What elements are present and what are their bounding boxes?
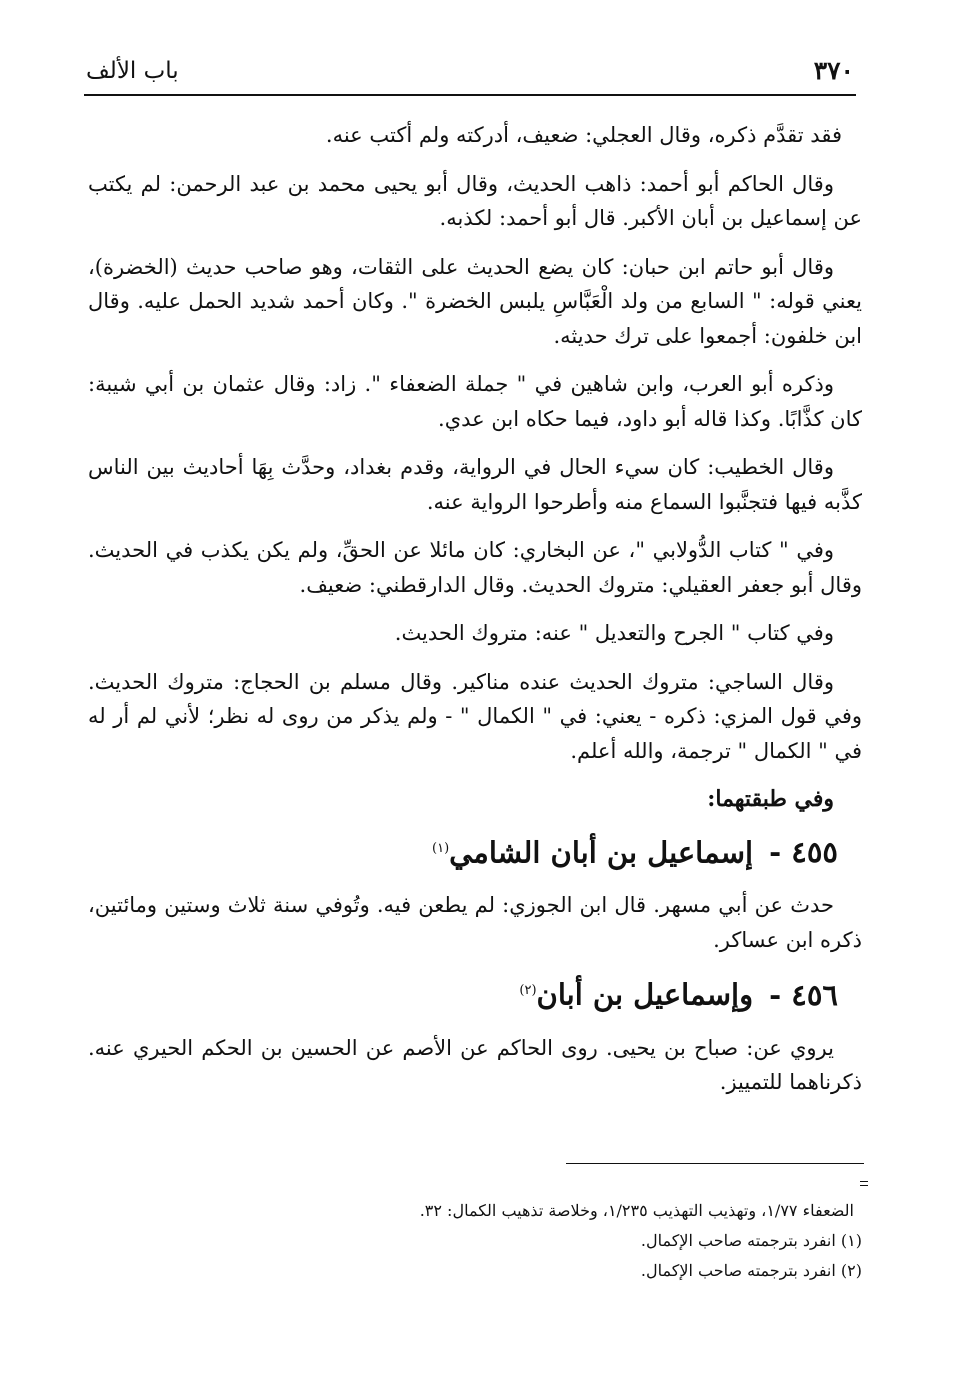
entry-text: حدث عن أبي مسهر. قال ابن الجوزي: لم يطعن فيه. وتُوفي سنة ثلاث وستين ومائتين، ذكره ابن عساكر.	[88, 893, 862, 952]
paragraph: فقد تقدَّم ذكره، وقال العجلي: ضعيف، أدركته ولم أكتب عنه.	[325, 123, 842, 147]
paragraph: وقال الحاكم أبو أحمد: ذاهب الحديث، وقال أبو يحيى محمد بن عبد الرحمن: لم يكتب عن إسماعيل بن أبان الأكبر. قال أبو أحمد: لكذبه.	[88, 171, 862, 230]
running-title: باب الألف	[86, 58, 179, 84]
entry-number: ٤٥٥ -	[769, 835, 838, 870]
entry-name: وإسماعيل بن أبان	[536, 977, 754, 1012]
continuation-mark	[860, 1181, 868, 1186]
entry-text: يروي عن: صباح بن يحيى. روى الحاكم عن الأصم عن الحسين بن الحكم الحيري عنه. ذكرناهما للتمييز.	[88, 1035, 862, 1095]
footnote-continuation: الضعفاء ١/٧٧، وتهذيب التهذيب ١/٢٣٥، وخلاصة تذهيب الكمال: ٣٢.	[419, 1201, 854, 1220]
entry-heading	[88, 971, 838, 1015]
paragraph: وفي " كتاب الدُّولابي "، عن البخاري: كان مائلا عن الحقِّ، ولم يكن يكذب في الحديث. وقال أبو جعفر العقيلي: متروك الحديث. وقال الدارقطني: ضعيف.	[88, 538, 862, 597]
footnote-separator	[566, 1163, 864, 1164]
paragraph: وذكره أبو العرب، وابن شاهين في " جملة الضعفاء ". زاد: وقال عثمان بن أبي شيبة: كان كذَّابًا. وكذا قاله أبو داود، فيما حكاه ابن عدي.	[88, 372, 862, 431]
footnote-ref: (١)	[432, 840, 450, 856]
paragraph: وقال الساجي: متروك الحديث عنده مناكير. وقال مسلم بن الحجاج: متروك الحديث. وفي قول المزي: ذكره - يعني: في " الكمال " - ولم يذكر من روى له نظر؛ لأني لم أر له في " الكمال " ترجمة، والله أعلم.	[88, 669, 862, 763]
section-label: وفي طبقتهما:	[707, 786, 834, 812]
footnote-1: (١) انفرد بترجمته صاحب الإكمال.	[640, 1231, 862, 1250]
paragraph: وقال أبو حاتم ابن حبان: كان يضع الحديث على الثقات، وهو صاحب حديث (الخضرة)، يعني قوله: " السابع من ولد الْعَبَّاسِ يلبس الخضرة ". وكان أحمد شديد الحمل عليه. وقال ابن خلفون: أجمعوا على ترك حديثه.	[88, 254, 862, 348]
entry-heading	[88, 829, 838, 873]
footnotes	[88, 1196, 862, 1286]
header-rule	[84, 94, 856, 96]
entry-number: ٤٥٦ -	[769, 977, 838, 1012]
main-text	[88, 118, 862, 1114]
page-header	[86, 56, 854, 96]
page-number: ٣٧٠	[813, 56, 854, 85]
entry-name: إسماعيل بن أبان الشامي	[449, 835, 754, 870]
footnote-ref: (٢)	[519, 983, 537, 999]
footnote-2: (٢) انفرد بترجمته صاحب الإكمال.	[640, 1261, 862, 1280]
paragraph: وقال الخطيب: كان سيء الحال في الرواية، وقدم بغداد، وحدَّث بِهَا أحاديث بين الناس كذَّبه فيها فتجنَّبوا السماع منه وأطرحوا الرواية عنه.	[88, 455, 862, 514]
paragraph: وفي كتاب " الجرح والتعديل " عنه: متروك الحديث.	[394, 621, 834, 645]
